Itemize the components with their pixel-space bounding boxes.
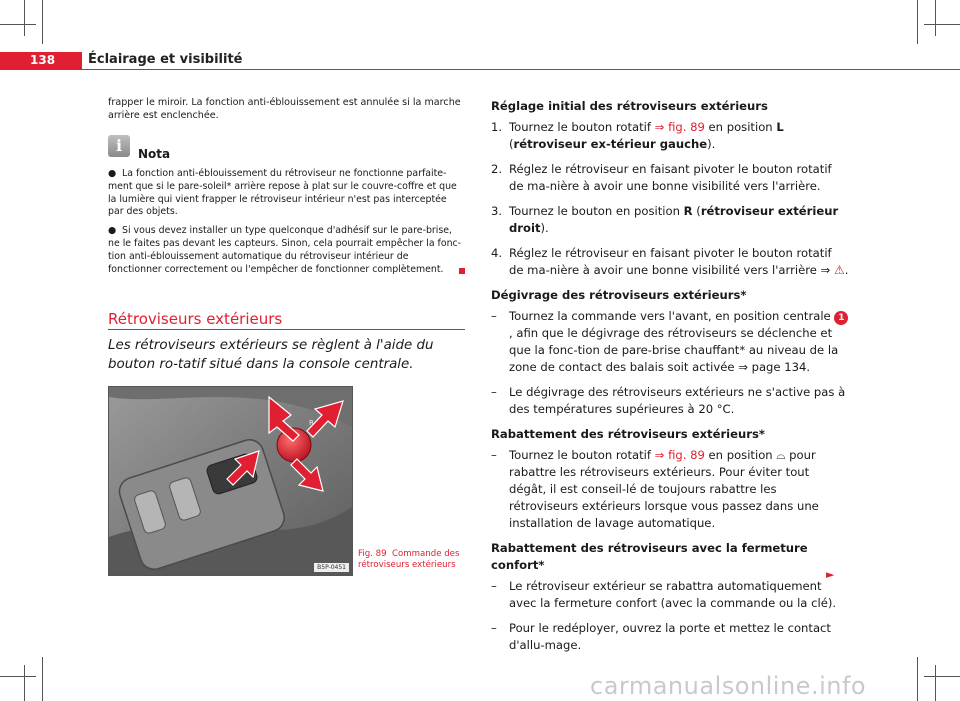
crop-mark bbox=[24, 665, 25, 701]
left-column bbox=[108, 96, 468, 122]
step-text: ( bbox=[509, 137, 514, 151]
crop-mark bbox=[0, 24, 36, 25]
page-number: 138 bbox=[30, 53, 56, 67]
item-text: Pour le redéployer, ouvrez la porte et mettez le contact d'allu-mage. bbox=[509, 621, 831, 652]
folded-mirror-icon: ⌓ bbox=[776, 448, 786, 462]
position-label: L bbox=[776, 120, 784, 134]
figure-caption-text: Commande des rétroviseurs extérieurs bbox=[358, 549, 460, 570]
list-item: ● Si vous devez installer un type quelconque d'adhésif sur le pare-brise, ne le faites pas devant les capteurs. Sinon, cela pourrait empêcher la fonc-tion anti-éblouissement automatique du rétroviseur intérieur de fonctionner correctement ou l'empêcher de fonctionner complètement. bbox=[108, 225, 462, 275]
step-text: Tournez le bouton en position bbox=[509, 204, 684, 218]
crop-mark bbox=[42, 0, 43, 44]
knob-label-r: R bbox=[309, 419, 314, 427]
item-text: en position bbox=[704, 448, 777, 462]
list-item: 4. Réglez le rétroviseur en faisant pivoter le bouton rotatif de ma-nière à avoir une bonne visibilité vers l'arrière ⇒ ⚠. bbox=[491, 246, 849, 277]
subheading-initial-setup: Réglage initial des rétroviseurs extérieurs bbox=[491, 99, 768, 113]
item-text: pour rabattre les rétroviseurs extérieurs. Pour éviter tout dégât, il est conseil-lé de toujours rabattre les rétroviseurs extérieurs lorsque vous passez dans une installation de lavage automatique. bbox=[509, 448, 819, 530]
continued-paragraph: frapper le miroir. La fonction anti-éblouissement est annulée si la marche arrière est enclenchée. bbox=[108, 97, 461, 121]
end-of-section-marker bbox=[459, 268, 465, 274]
subheading-defrost: Dégivrage des rétroviseurs extérieurs* bbox=[491, 288, 747, 302]
step-number: 4. bbox=[491, 246, 503, 260]
figure-mirror-control bbox=[108, 386, 353, 576]
crop-mark bbox=[42, 657, 43, 701]
crop-mark bbox=[924, 24, 960, 25]
step-text: Tournez le bouton rotatif bbox=[509, 120, 655, 134]
section-title: Rétroviseurs extérieurs bbox=[108, 310, 283, 328]
step-number: 2. bbox=[491, 162, 503, 176]
chapter-title: Éclairage et visibilité bbox=[88, 52, 243, 67]
nota-list bbox=[108, 168, 464, 282]
watermark: carmanualsonline.info bbox=[590, 672, 867, 700]
list-item bbox=[491, 161, 849, 195]
dash-marker: – bbox=[491, 385, 497, 399]
step-text: ( bbox=[692, 204, 701, 218]
list-item bbox=[491, 620, 849, 654]
item-text: , afin que le dégivrage des rétroviseurs se déclenche et que la fonc-tion de pare-brise chauffant* au niveau de la zone de contact des balais soit activée ⇒ page 134. bbox=[509, 326, 839, 374]
list-item bbox=[491, 578, 849, 612]
position-description: rétroviseur ex-térieur gauche bbox=[513, 137, 708, 151]
list-item bbox=[491, 308, 849, 376]
callout-number-icon: 1 bbox=[834, 311, 848, 325]
crop-mark bbox=[24, 0, 25, 36]
step-number: 1. bbox=[491, 120, 503, 134]
step-text: Réglez le rétroviseur en faisant pivoter le bouton rotatif de ma-nière à avoir une bonne visibilité vers l'arrière. bbox=[509, 162, 832, 193]
list-item bbox=[491, 203, 849, 237]
dash-marker: – bbox=[491, 621, 497, 635]
nota-label: Nota bbox=[138, 147, 171, 161]
item-text: Le dégivrage des rétroviseurs extérieurs ne s'active pas à des températures supérieures à 20 °C. bbox=[509, 385, 846, 416]
figure-caption bbox=[358, 549, 468, 571]
step-text: en position bbox=[704, 120, 777, 134]
dash-marker: – bbox=[491, 309, 497, 323]
crop-mark bbox=[935, 665, 936, 701]
warning-icon[interactable]: ⚠ bbox=[833, 263, 845, 277]
subheading-comfort-folding: Rabattement des rétroviseurs avec la fermeture confort* bbox=[491, 541, 808, 572]
figure-number: Fig. 89 bbox=[358, 549, 387, 559]
section-rule bbox=[108, 329, 465, 330]
step-text: ). bbox=[707, 137, 716, 151]
item-text: Tournez la commande vers l'avant, en position centrale bbox=[509, 309, 835, 323]
step-text: ). bbox=[540, 221, 549, 235]
section-intro: Les rétroviseurs extérieurs se règlent à l'aide du bouton ro-tatif situé dans la console centrale. bbox=[108, 338, 434, 372]
list-item bbox=[491, 119, 849, 153]
note-text: La fonction anti-éblouissement du rétroviseur ne fonctionne parfaite-ment que si le pare-soleil* arrière repose à plat sur le couvre-coffre et que la lumière qui vient frapper le rétroviseur intérieur n'est pas interceptée par des objets. bbox=[108, 168, 457, 218]
position-label: R bbox=[683, 204, 693, 218]
list-item bbox=[491, 447, 849, 532]
dash-marker: – bbox=[491, 579, 497, 593]
subheading-folding: Rabattement des rétroviseurs extérieurs* bbox=[491, 427, 765, 441]
figure-code: B5P-0451 bbox=[314, 563, 349, 572]
header-rule bbox=[82, 69, 960, 70]
crop-mark bbox=[0, 676, 36, 677]
step-text: Réglez le rétroviseur en faisant pivoter le bouton rotatif de ma-nière à avoir une bonne visibilité vers l'arrière ⇒ bbox=[509, 246, 834, 277]
info-icon: i bbox=[108, 135, 130, 157]
list-item bbox=[491, 384, 849, 418]
dash-marker: – bbox=[491, 448, 497, 462]
right-column bbox=[491, 98, 849, 662]
crop-mark bbox=[924, 676, 960, 677]
crop-mark bbox=[935, 0, 936, 36]
item-text: Le rétroviseur extérieur se rabattra automatiquement avec la fermeture confort (avec la commande ou la clé). bbox=[509, 579, 837, 610]
step-number: 3. bbox=[491, 204, 503, 218]
continue-arrow-icon: ► bbox=[826, 568, 835, 581]
crop-mark bbox=[917, 0, 918, 44]
figure-link[interactable]: ⇒ fig. 89 bbox=[654, 120, 705, 134]
note-text: Si vous devez installer un type quelconque d'adhésif sur le pare-brise, ne le faites pas devant les capteurs. Sinon, cela pourrait empêcher la fonc-tion anti-éblouissement automatique du rétroviseur intérieur de fonctionner correctement ou l'empêcher de fonctionner complètement. bbox=[108, 225, 462, 275]
item-text: Tournez le bouton rotatif bbox=[509, 448, 655, 462]
position-description: rétroviseur extérieur droit bbox=[509, 204, 839, 235]
figure-link[interactable]: ⇒ fig. 89 bbox=[654, 448, 705, 462]
mirror-control-illustration bbox=[109, 387, 352, 575]
list-item: ● La fonction anti-éblouissement du rétroviseur ne fonctionne parfaite-ment que si le pare-soleil* arrière repose à plat sur le couvre-coffre et que la lumière qui vient frapper le rétroviseur intérieur n'est pas interceptée par des objets. bbox=[108, 168, 457, 218]
crop-mark bbox=[917, 657, 918, 701]
